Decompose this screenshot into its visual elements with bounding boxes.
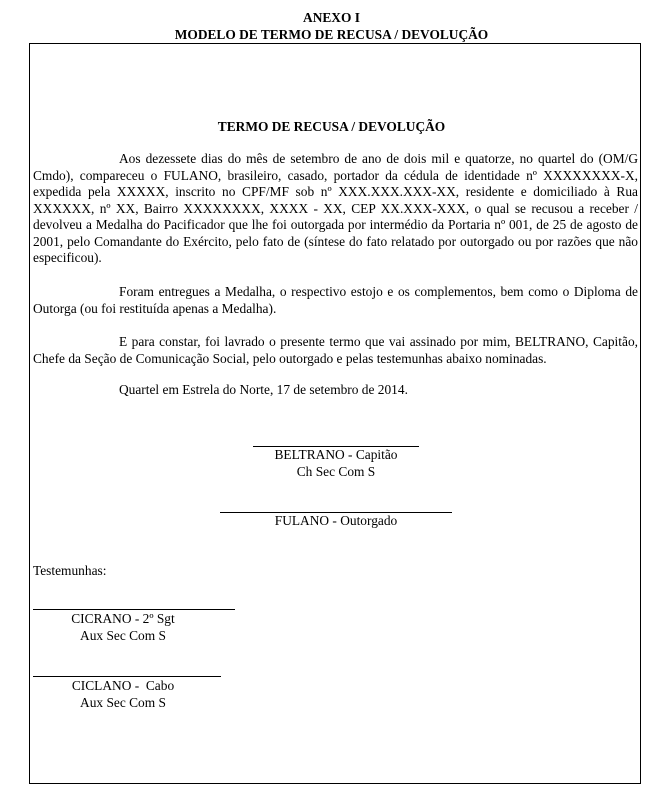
annex-label: ANEXO I [303, 10, 360, 25]
beltrano-unit: Ch Sec Com S [296, 464, 376, 479]
paragraph-main: Aos dezessete dias do mês de setembro de ano de dois mil e quatorze, no quartel do (OM/G Cmdo), compareceu o FULANO, brasileiro, casado, portador da cédula de identidade nº XXXXXXXX-X, expedida pela XXXXX, inscrito no CPF/MF sob nº XXX.XXX.XXX-XX, residente e domiciliado à Rua XXXXXX, nº XX, Bairro XXXXXXXX, XXXX - XX, CEP XX.XXX-XXX, o qual se recusou a receber / devolveu a Medalha do Pacificador que lhe foi outorgada por intermédio da Portaria nº 001, de 25 de agosto de 2001, pelo Comandante do Exército, pelo fato de (síntese do fato relatado por outorgado ou por razões que não especificou). [33, 151, 638, 265]
beltrano-name: BELTRANO - Capitão [274, 447, 398, 462]
witness-1-name: CICRANO - 2º Sgt [71, 611, 175, 626]
document-title: TERMO DE RECUSA / DEVOLUÇÃO [217, 119, 446, 134]
witness-2-unit: Aux Sec Com S [80, 695, 166, 710]
fulano-name: FULANO - Outorgado [274, 513, 398, 528]
model-title: MODELO DE TERMO DE RECUSA / DEVOLUÇÃO [174, 27, 489, 42]
place-date: Quartel em Estrela do Norte, 17 de setembro de 2014. [119, 382, 408, 397]
paragraph-delivery: Foram entregues a Medalha, o respectivo estojo e os complementos, bem como o Diploma de Outorga (ou foi restituída apenas a Medalha). [33, 284, 638, 316]
paragraph-closing: E para constar, foi lavrado o presente termo que vai assinado por mim, BELTRANO, Capitão, Chefe da Seção de Comunicação Social, pelo outorgado e pelas testemunhas abaixo nominadas. [33, 334, 638, 366]
witness-2-name: CICLANO - Cabo [71, 678, 175, 693]
witness-1-unit: Aux Sec Com S [80, 628, 166, 643]
witnesses-label: Testemunhas: [33, 563, 107, 578]
